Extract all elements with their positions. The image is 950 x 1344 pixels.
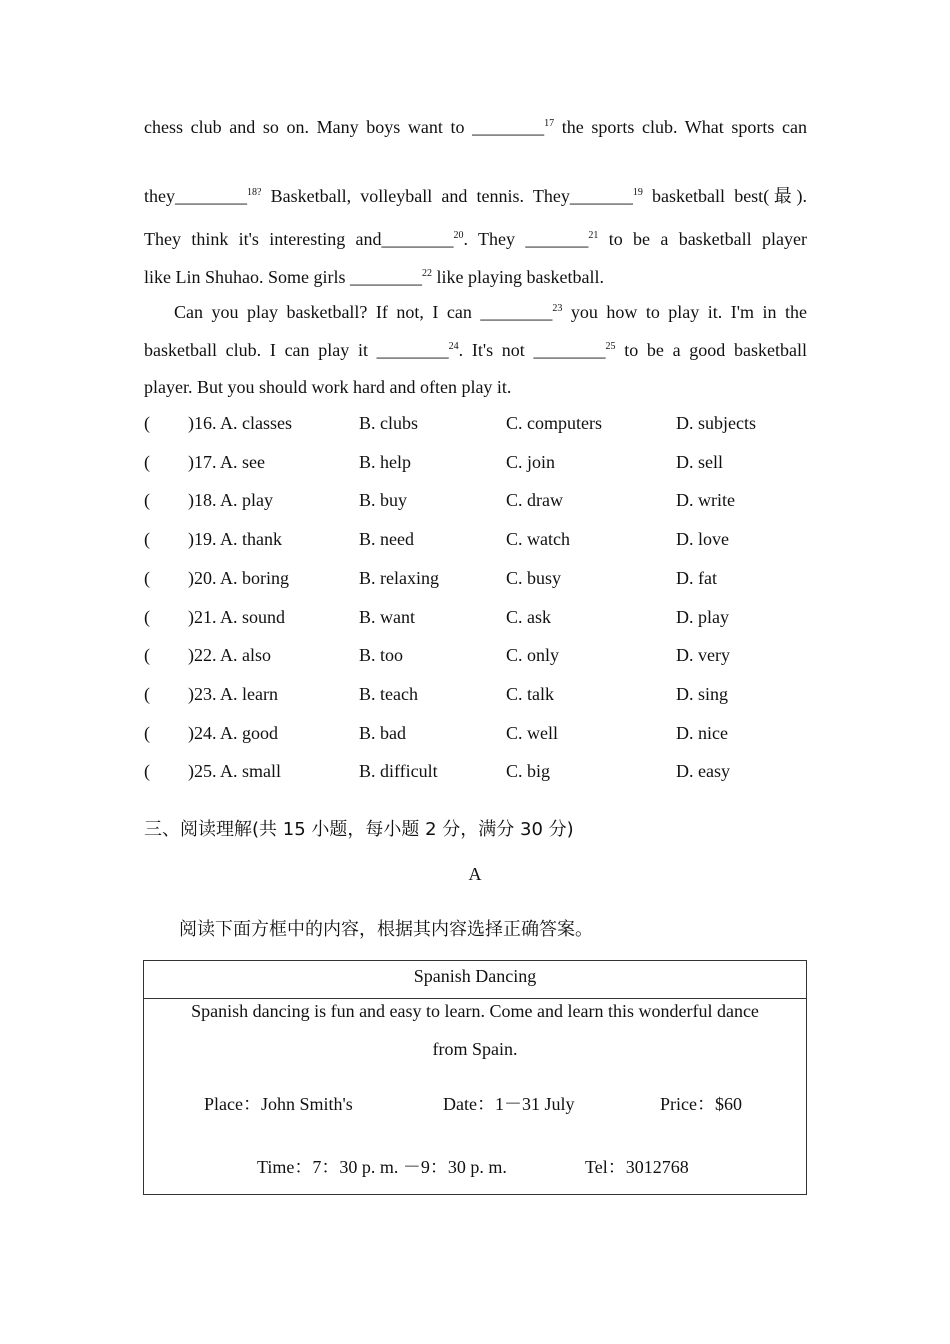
answer-paren[interactable]: ( xyxy=(144,413,150,433)
answer-paren[interactable]: ( xyxy=(144,490,150,510)
option-d: D. easy xyxy=(676,761,730,781)
passage-line-3: They think it's interesting and________$^{20}$. They _______$^{21}$ to be a basketball player xyxy=(144,229,807,249)
question-number-option-a: )20. A. boring xyxy=(188,568,289,588)
ad-box xyxy=(143,960,807,1195)
ad-place: Place：John Smith's xyxy=(204,1094,353,1114)
question-row xyxy=(144,723,807,747)
question-row xyxy=(144,452,807,476)
question-row xyxy=(144,645,807,669)
option-c: C. draw xyxy=(506,490,563,510)
question-row xyxy=(144,413,807,437)
option-d: D. love xyxy=(676,529,729,549)
instruction: 阅读下面方框中的内容，根据其内容选择正确答案。 xyxy=(179,919,593,940)
question-row xyxy=(144,568,807,592)
question-row xyxy=(144,529,807,553)
passage-line-6: basketball club. I can play it ________$^{24}$. It's not ________$^{25}$ to be a good basketball xyxy=(144,340,807,360)
question-number-option-a: )18. A. play xyxy=(188,490,273,510)
ad-description-line-2: from Spain. xyxy=(432,1039,518,1059)
option-b: B. want xyxy=(359,607,415,627)
option-c: C. ask xyxy=(506,607,551,627)
option-b: B. teach xyxy=(359,684,418,704)
option-b: B. relaxing xyxy=(359,568,439,588)
option-b: B. help xyxy=(359,452,411,472)
option-c: C. big xyxy=(506,761,551,781)
option-b: B. too xyxy=(359,645,404,665)
ad-price: Price：$60 xyxy=(660,1094,742,1114)
question-number-option-a: )25. A. small xyxy=(188,761,281,781)
section-title: 三、阅读理解(共 15 小题，每小题 2 分，满分 30 分) xyxy=(144,819,574,840)
answer-paren[interactable]: ( xyxy=(144,645,150,665)
question-row xyxy=(144,607,807,631)
question-number-option-a: )22. A. also xyxy=(188,645,271,665)
question-number-option-a: )19. A. thank xyxy=(188,529,282,549)
option-c: C. talk xyxy=(506,684,554,704)
ad-time: Time：7：30 p. m. －9：30 p. m. xyxy=(257,1157,507,1177)
ad-date: Date：1－31 July xyxy=(443,1094,575,1114)
option-d: D. nice xyxy=(676,723,728,743)
passage-line-7: player. But you should work hard and often play it. xyxy=(144,377,512,397)
option-b: B. buy xyxy=(359,490,408,510)
option-d: D. sell xyxy=(676,452,723,472)
option-d: D. sing xyxy=(676,684,729,704)
option-b: B. clubs xyxy=(359,413,419,433)
passage-line-5: Can you play basketball? If not, I can ________$^{23}$ you how to play it. I'm in the xyxy=(174,302,807,322)
passage-line-4: like Lin Shuhao. Some girls ________$^{22}$ like playing basketball. xyxy=(144,267,604,287)
part-label: A xyxy=(468,864,482,884)
ad-description-line-1: Spanish dancing is fun and easy to learn. Come and learn this wonderful dance xyxy=(191,1001,759,1021)
option-c: C. computers xyxy=(506,413,602,433)
question-number-option-a: )23. A. learn xyxy=(188,684,278,704)
passage-line-2: they________$^{18?}$ Basketball, volleyball and tennis. They_______$^{19}$ basketball best(最). xyxy=(144,186,808,206)
option-c: C. busy xyxy=(506,568,562,588)
option-b: B. difficult xyxy=(359,761,438,781)
option-d: D. write xyxy=(676,490,735,510)
question-row xyxy=(144,761,807,785)
answer-paren[interactable]: ( xyxy=(144,452,150,472)
answer-paren[interactable]: ( xyxy=(144,761,150,781)
question-number-option-a: )17. A. see xyxy=(188,452,265,472)
answer-paren[interactable]: ( xyxy=(144,723,150,743)
question-number-option-a: )24. A. good xyxy=(188,723,278,743)
option-d: D. subjects xyxy=(676,413,756,433)
question-row xyxy=(144,684,807,708)
option-d: D. very xyxy=(676,645,730,665)
option-c: C. only xyxy=(506,645,560,665)
option-c: C. join xyxy=(506,452,556,472)
ad-title: Spanish Dancing xyxy=(144,961,806,999)
option-b: B. bad xyxy=(359,723,406,743)
option-d: D. fat xyxy=(676,568,717,588)
question-row xyxy=(144,490,807,514)
passage-line-1: chess club and so on. Many boys want to ________$^{17}$ the sports club. What sports can xyxy=(144,117,807,137)
option-c: C. well xyxy=(506,723,558,743)
answer-paren[interactable]: ( xyxy=(144,529,150,549)
answer-paren[interactable]: ( xyxy=(144,684,150,704)
option-b: B. need xyxy=(359,529,414,549)
option-c: C. watch xyxy=(506,529,570,549)
answer-paren[interactable]: ( xyxy=(144,607,150,627)
ad-tel: Tel：3012768 xyxy=(585,1157,689,1177)
question-number-option-a: )21. A. sound xyxy=(188,607,286,627)
question-number-option-a: )16. A. classes xyxy=(188,413,292,433)
option-d: D. play xyxy=(676,607,729,627)
answer-paren[interactable]: ( xyxy=(144,568,150,588)
